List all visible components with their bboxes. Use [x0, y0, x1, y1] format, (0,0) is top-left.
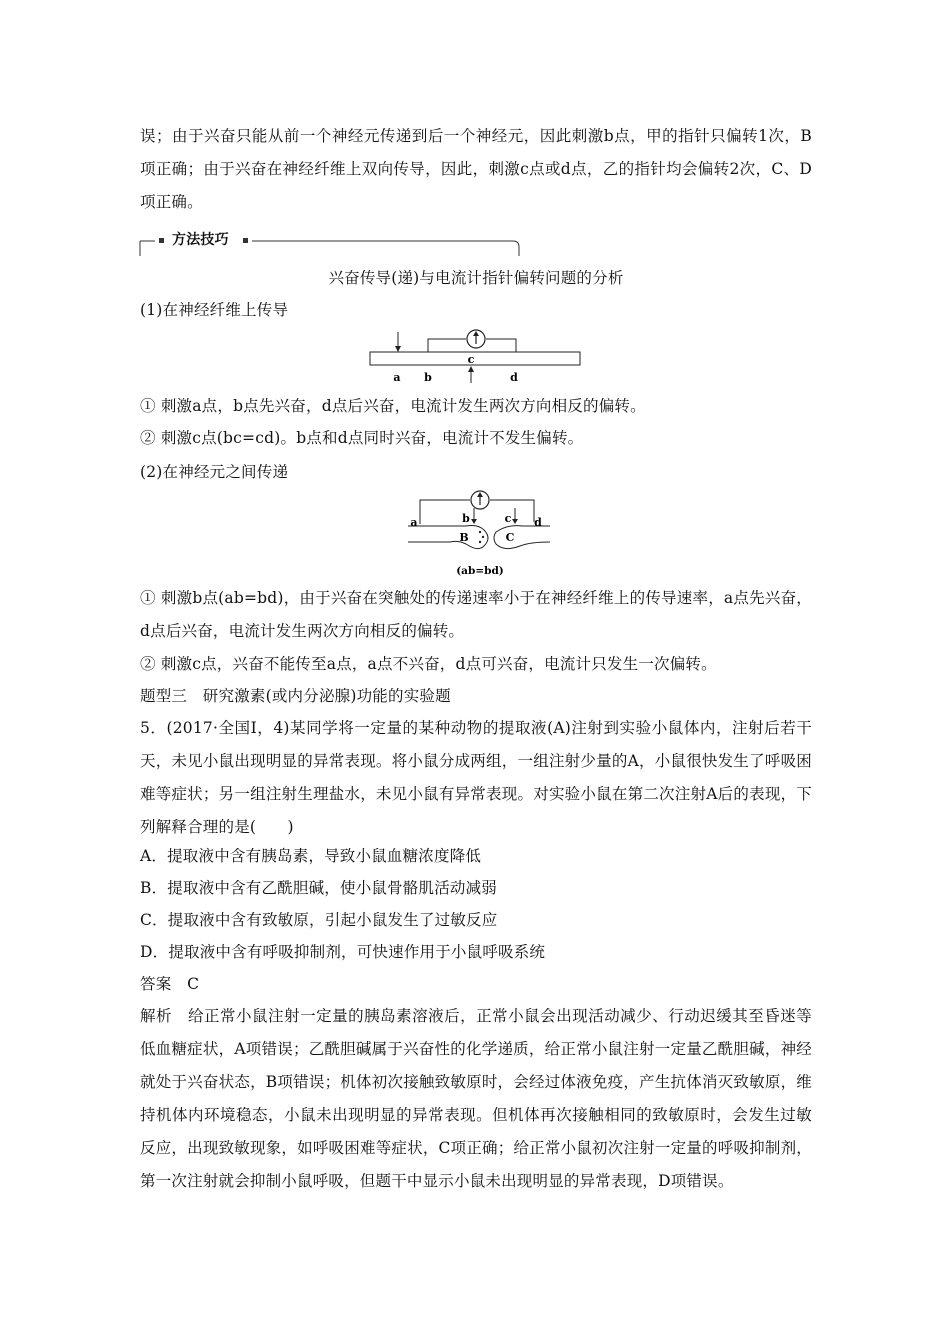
question-stem: 5．(2017·全国Ⅰ，4)某同学将一定量的某种动物的提取液(A)注射到实验小鼠体内，注射后若干天，未见小鼠出现明显的异常表现。将小鼠分成两组，一组注射少量的A，小鼠很快发生了呼吸困难等症状；另一组注射生理盐水，未见小鼠有异常表现。对实验小鼠在第二次注射A后的表现，下列解释合理的是( )	[140, 719, 812, 836]
fig2-label-d: d	[534, 516, 542, 529]
fig1-label-d: d	[510, 371, 518, 384]
fig2-label-C: C	[505, 531, 515, 544]
fig2-label-a: a	[410, 516, 418, 529]
topic-heading: 题型三 研究激素(或内分泌腺)功能的实验题	[140, 687, 451, 705]
option-b: B．提取液中含有乙酰胆碱，使小鼠骨骼肌活动减弱	[140, 879, 497, 897]
option-d: D．提取液中含有呼吸抑制剂，可快速作用于小鼠呼吸系统	[140, 943, 546, 961]
answer: 答案 C	[140, 975, 200, 993]
fig2-label-B: B	[459, 531, 469, 544]
section1-item-1: ① 刺激a点，b点先兴奋，d点后兴奋，电流计发生两次方向相反的偏转。	[140, 397, 646, 415]
fig1-label-b: b	[424, 371, 432, 384]
fig1-label-c: c	[467, 353, 475, 366]
option-c: C．提取液中含有致敏原，引起小鼠发生了过敏反应	[140, 911, 498, 929]
analysis-paragraph: 解析 给正常小鼠注射一定量的胰岛素溶液后，正常小鼠会出现活动减少、行动迟缓其至昏迷等低血糖症状，A项错误；乙酰胆碱属于兴奋性的化学递质，给正常小鼠注射一定量乙酰胆碱，神经就处于兴奋状态，B项错误；机体初次接触致敏原时，会经过体液免疫，产生抗体消灭致敏原，维持机体内环境稳态，小鼠未出现明显的异常表现。但机体再次接触相同的致敏原时，会发生过敏反应，出现致敏现象，如呼吸困难等症状，C项正确；给正常小鼠初次注射一定量的呼吸抑制剂，第一次注射就会抑制小鼠呼吸，但题干中显示小鼠未出现明显的异常表现，D项错误。	[140, 1007, 812, 1190]
method-box-title: 兴奋传导(递)与电流计指针偏转问题的分析	[328, 269, 624, 287]
section2-item-2: ② 刺激c点，兴奋不能传至a点，a点不兴奋，d点可兴奋，电流计只发生一次偏转。	[140, 655, 717, 673]
fig2-label-c: c	[504, 512, 512, 525]
section2-heading: (2)在神经元之间传递	[140, 463, 289, 481]
section2-item-1: ① 刺激b点(ab=bd)，由于兴奋在突触处的传递速率小于在神经纤维上的传导速率，a点先兴奋，d点后兴奋，电流计发生两次方向相反的偏转。	[140, 589, 812, 640]
section1-item-2: ② 刺激c点(bc=cd)。b点和d点同时兴奋，电流计不发生偏转。	[140, 429, 584, 447]
fig2-caption: (ab=bd)	[456, 565, 504, 577]
fig1-label-a: a	[393, 371, 401, 384]
fiber-conduction-diagram	[360, 326, 590, 386]
method-box-label: 方法技巧	[172, 232, 229, 248]
intro-paragraph: 误；由于兴奋只能从前一个神经元传递到后一个神经元，因此刺激b点，甲的指针只偏转1次，B项正确；由于兴奋在神经纤维上双向传导，因此，刺激c点或d点，乙的指针均会偏转2次，C、D项正确。	[140, 127, 812, 211]
fig2-label-b: b	[462, 512, 470, 525]
synapse-diagram	[400, 486, 560, 582]
section1-heading: (1)在神经纤维上传导	[140, 301, 289, 319]
option-a: A．提取液中含有胰岛素，导致小鼠血糖浓度降低	[140, 847, 482, 865]
